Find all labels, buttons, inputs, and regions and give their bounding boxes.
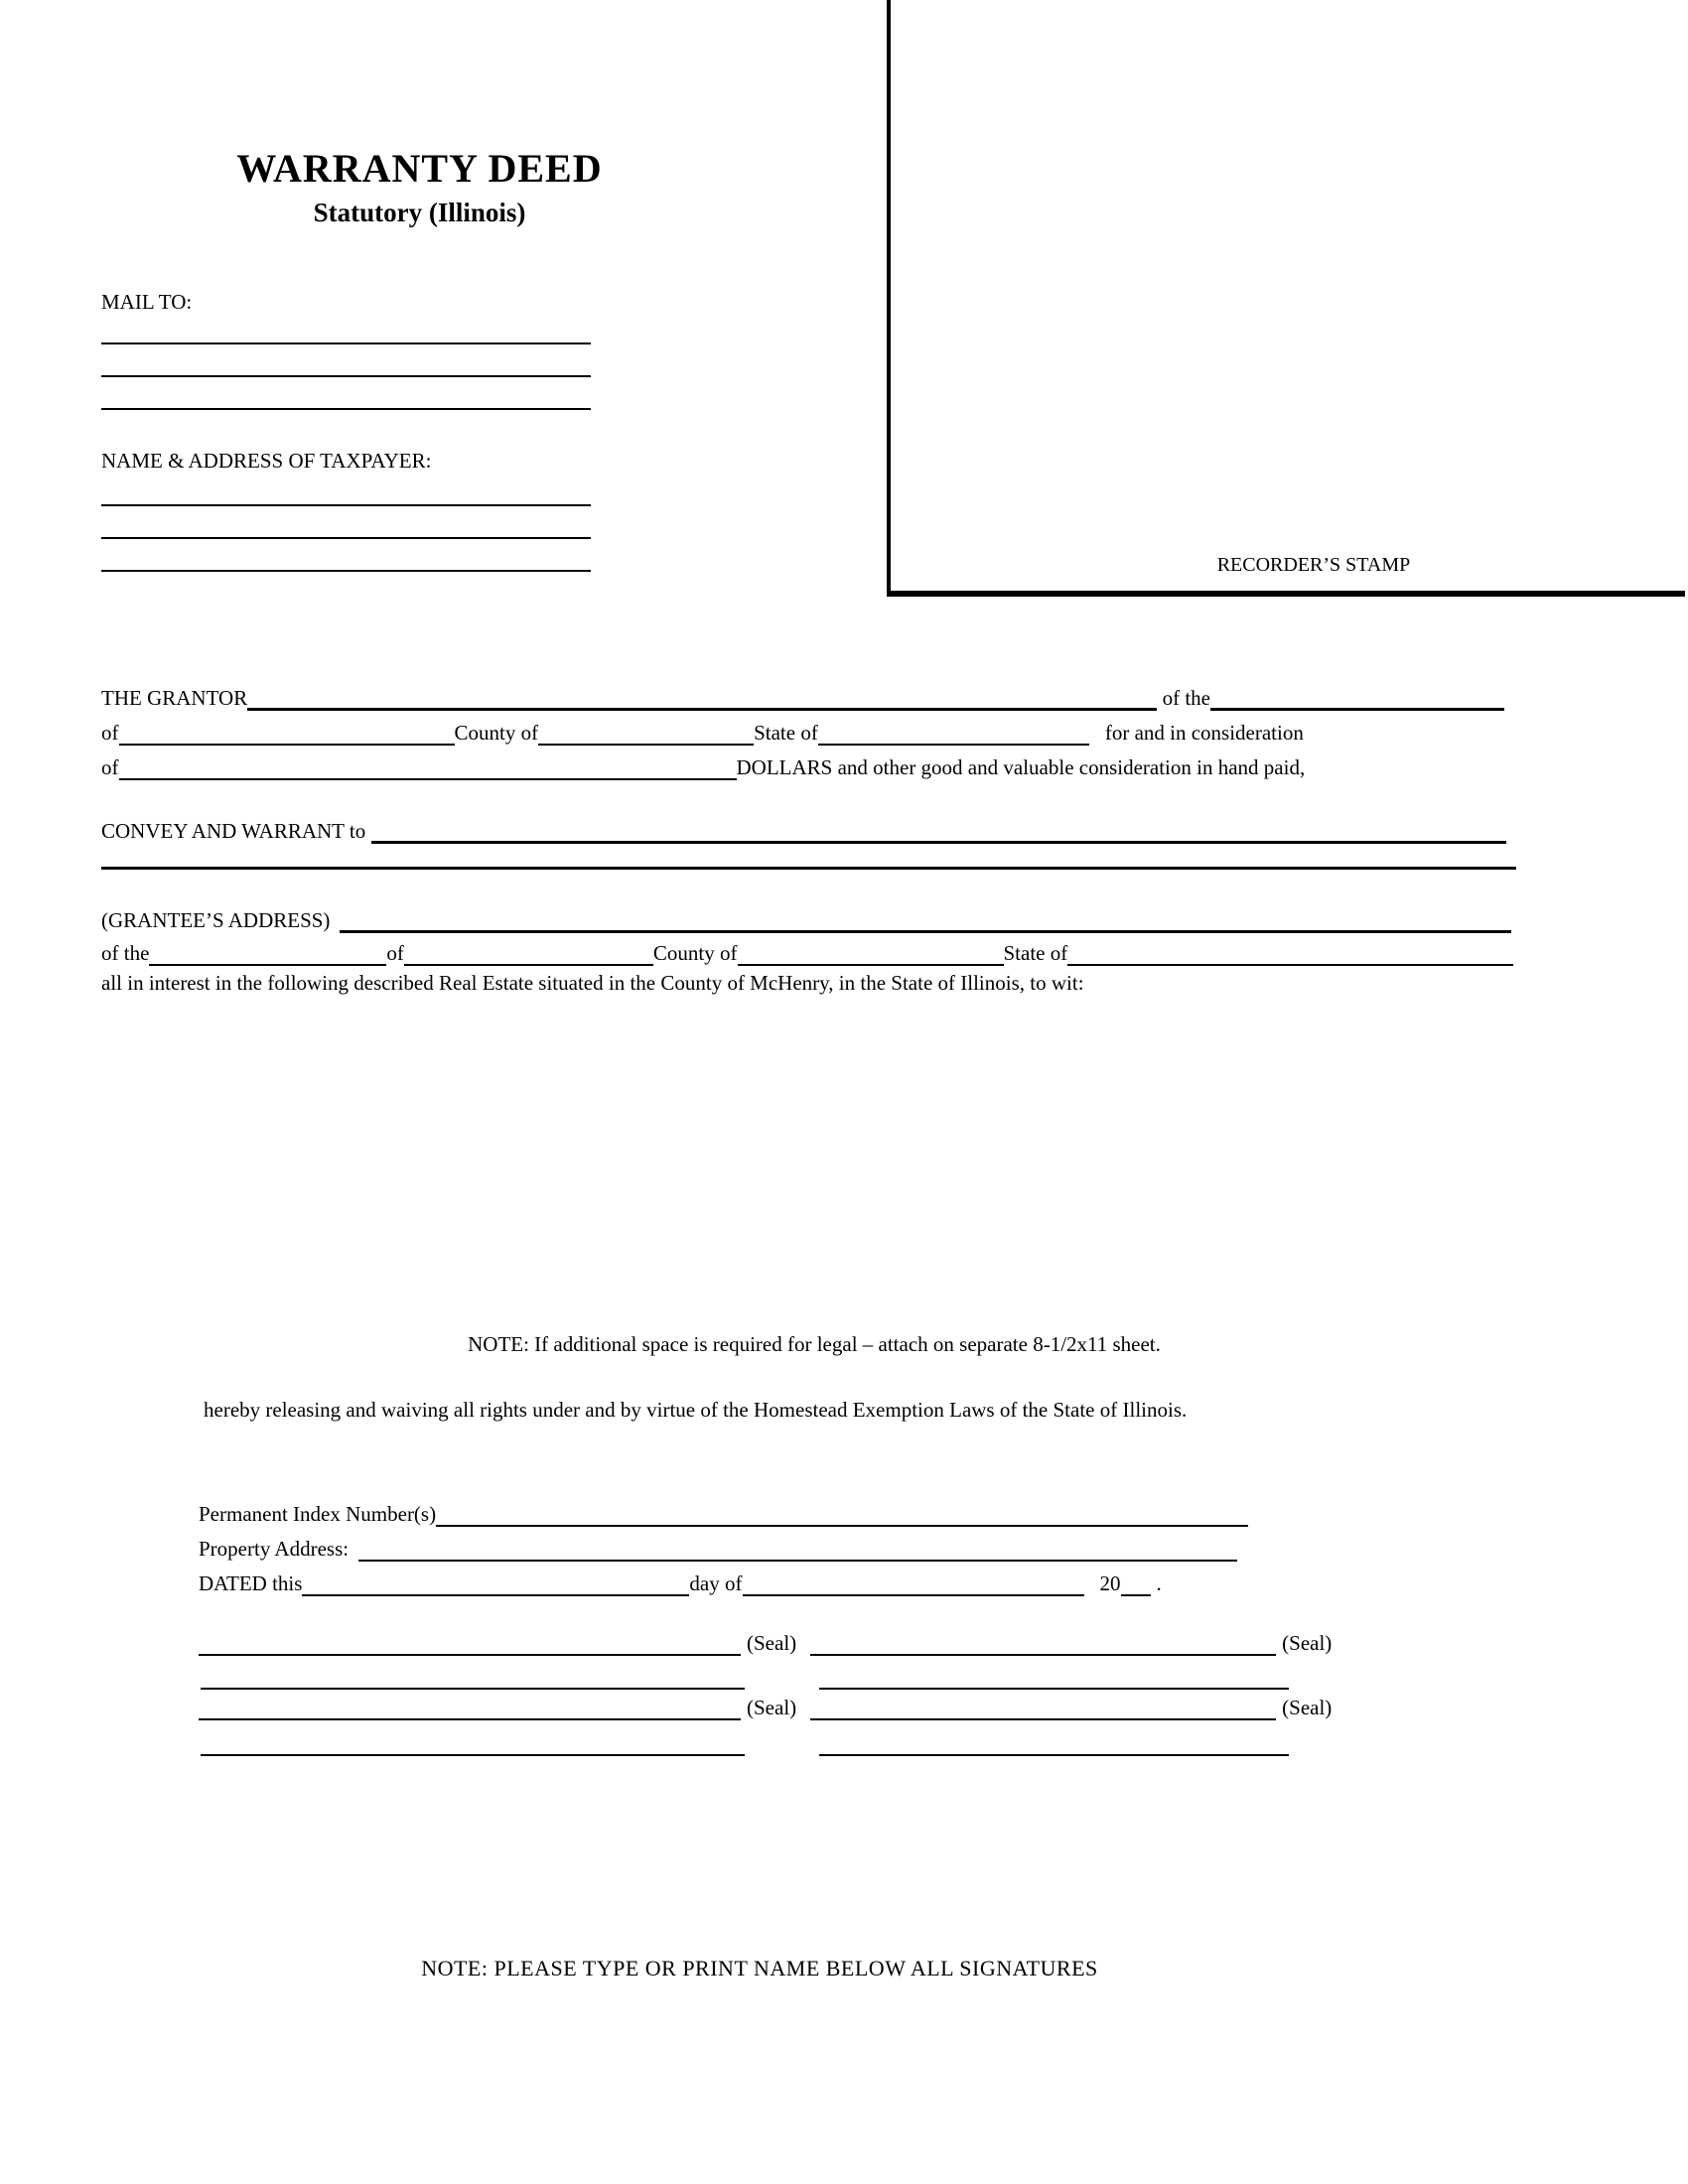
grantee-of-label: of (386, 941, 404, 965)
seal-label-1: (Seal) (747, 1631, 797, 1655)
grantor-label: THE GRANTOR (101, 686, 248, 710)
grantor-of-label: of (101, 721, 119, 745)
taxpayer-label: NAME & ADDRESS OF TAXPAYER: (101, 449, 432, 473)
mail-to-line-1[interactable] (101, 342, 591, 344)
seal-label-3: (Seal) (747, 1696, 797, 1719)
mail-to-line-2[interactable] (101, 375, 591, 377)
grantee-address-field[interactable] (340, 930, 1511, 933)
grantee-address-row (101, 903, 1511, 933)
printed-name-line-3[interactable] (201, 1754, 745, 1756)
signature-field-4[interactable] (810, 1718, 1276, 1720)
signature-instruction-note: NOTE: PLEASE TYPE OR PRINT NAME BELOW ALL SIGNATURES (421, 1956, 1098, 1980)
property-address-label: Property Address: (199, 1537, 350, 1561)
year-prefix-label: 20 (1099, 1571, 1121, 1595)
grantor-city-field[interactable] (119, 744, 455, 746)
situated-clause: all in interest in the following described Real Estate situated in the County of McHenry, in the State of Illinois, to wit: (101, 971, 1084, 995)
taxpayer-line-1[interactable] (101, 504, 591, 506)
seal-row-2 (199, 1695, 1350, 1720)
grantor-row-2 (101, 718, 1504, 746)
grantor-state-of-label: State of (754, 721, 818, 745)
grantee-location-row (101, 938, 1513, 966)
dated-day-field[interactable] (302, 1594, 689, 1596)
dated-row (199, 1569, 1221, 1596)
form-header (0, 145, 839, 228)
property-address-row (199, 1534, 1237, 1562)
grantee-municipality-type-field[interactable] (149, 964, 386, 966)
taxpayer-line-2[interactable] (101, 537, 591, 539)
day-of-label: day of (689, 1571, 743, 1595)
printed-name-line-2[interactable] (819, 1688, 1289, 1690)
grantee-state-field[interactable] (1067, 964, 1513, 966)
grantor-dollars-clause: DOLLARS and other good and valuable consideration in hand paid, (736, 755, 1306, 779)
grantor-of-the-label: of the (1162, 686, 1210, 710)
grantee-names-field-line-2[interactable] (101, 867, 1516, 870)
signature-field-2[interactable] (810, 1654, 1276, 1656)
grantee-state-of-label: State of (1003, 941, 1068, 965)
grantor-state-field[interactable] (818, 744, 1089, 746)
grantor-dollars-field[interactable] (119, 778, 737, 780)
dated-period: . (1156, 1571, 1162, 1595)
homestead-clause: hereby releasing and waiving all rights under and by virtue of the Homestead Exemption Laws of the State of Illinois. (204, 1398, 1188, 1422)
grantor-row-1 (101, 683, 1504, 711)
seal-label-4: (Seal) (1282, 1696, 1333, 1719)
recorders-stamp-label: RECORDER’S STAMP (1216, 554, 1411, 576)
grantee-county-field[interactable] (738, 964, 1004, 966)
grantor-county-field[interactable] (538, 744, 754, 746)
property-address-field[interactable] (358, 1560, 1237, 1562)
grantee-names-field[interactable] (371, 841, 1506, 844)
convey-row (101, 814, 1506, 844)
mail-to-label: MAIL TO: (101, 290, 193, 314)
grantor-entity-field[interactable] (1210, 708, 1504, 711)
grantor-consideration-label: for and in consideration (1104, 721, 1304, 745)
printed-name-line-4[interactable] (819, 1754, 1289, 1756)
signature-field-1[interactable] (199, 1654, 741, 1656)
grantee-county-of-label: County of (652, 941, 738, 965)
dated-year-field[interactable] (1121, 1594, 1151, 1596)
grantee-address-label: (GRANTEE’S ADDRESS) (101, 908, 331, 932)
grantee-of-the-label: of the (101, 941, 150, 965)
legal-attachment-note: NOTE: If additional space is required for legal – attach on separate 8-1/2x11 sheet. (468, 1332, 1161, 1356)
printed-name-line-1[interactable] (201, 1688, 745, 1690)
grantor-of2-label: of (101, 755, 119, 779)
dated-label: DATED this (199, 1571, 303, 1595)
grantor-row-3 (101, 752, 1504, 780)
pin-row (199, 1499, 1248, 1527)
grantor-name-field[interactable] (247, 708, 1156, 711)
dated-month-field[interactable] (743, 1594, 1084, 1596)
page-title: WARRANTY DEED (236, 146, 603, 191)
grantee-municipality-field[interactable] (404, 964, 653, 966)
grantor-county-of-label: County of (454, 721, 539, 745)
page-subtitle: Statutory (Illinois) (313, 198, 526, 227)
signature-field-3[interactable] (199, 1718, 741, 1720)
mail-to-line-3[interactable] (101, 408, 591, 410)
pin-label: Permanent Index Number(s) (199, 1502, 437, 1526)
taxpayer-line-3[interactable] (101, 570, 591, 572)
recorders-stamp-box (887, 0, 1685, 597)
seal-label-2: (Seal) (1282, 1631, 1333, 1655)
pin-field[interactable] (436, 1525, 1248, 1527)
convey-label: CONVEY AND WARRANT to (101, 819, 366, 843)
seal-row-1 (199, 1630, 1350, 1656)
